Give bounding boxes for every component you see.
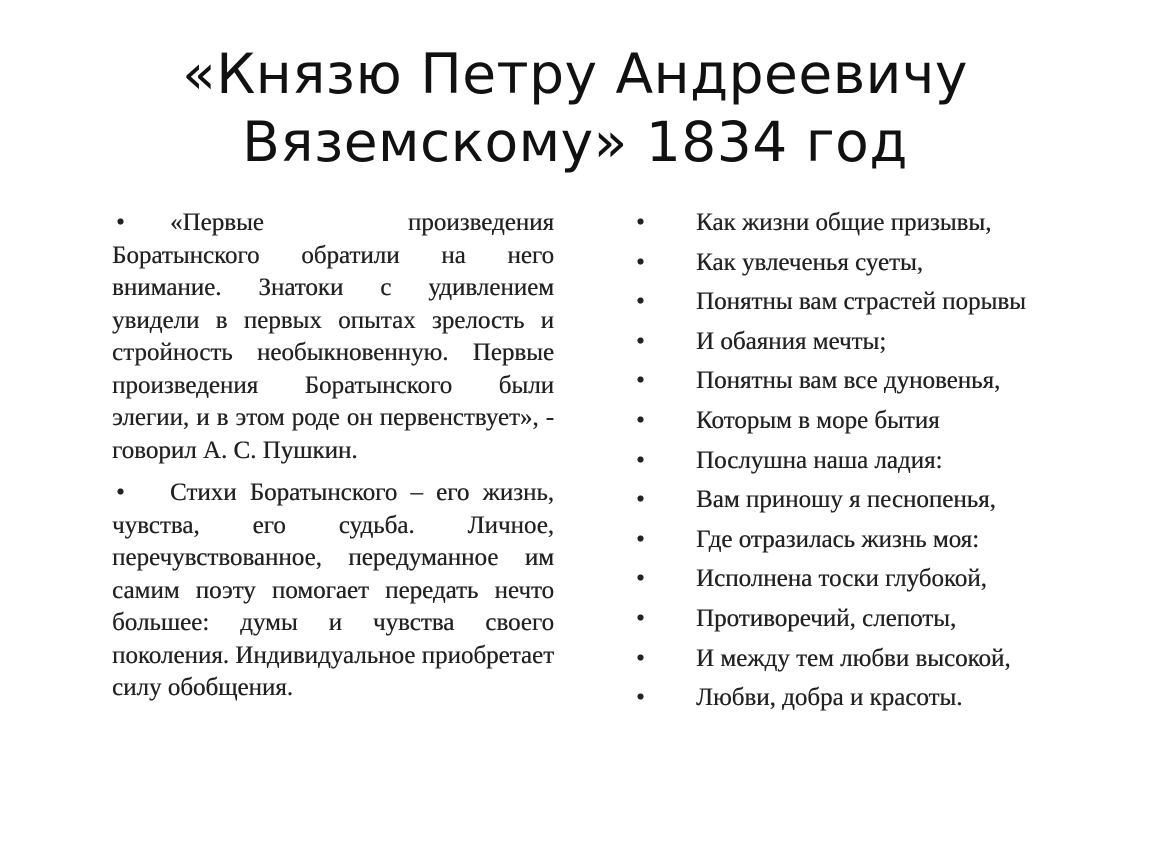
slide-title bbox=[0, 40, 1150, 176]
poem-line-text: И обаяния мечты; bbox=[696, 327, 887, 355]
poem-line bbox=[636, 522, 1106, 562]
bullet-marker: • bbox=[636, 406, 645, 434]
poem-line-text: Исполнена тоски глубокой, bbox=[696, 565, 987, 593]
paragraph-text: Стихи Боратынского – его жизнь, чувства, его судьба. Личное, перечувствованное, передуманное им самим поэту помогает передать нечто большее: думы и чувства своего поколения. Индивидуальное приобретает силу обобщения. bbox=[112, 479, 555, 701]
poem-line bbox=[636, 561, 1106, 601]
poem-line-text: Которым в море бытия bbox=[696, 406, 940, 434]
bullet-marker: • bbox=[636, 367, 645, 395]
poem-line-text: Любви, добра и красоты. bbox=[696, 684, 963, 712]
poem-line bbox=[636, 324, 1106, 364]
bullet-marker: • bbox=[636, 446, 645, 474]
prose-column bbox=[112, 207, 554, 715]
bullet-marker: • bbox=[636, 209, 645, 236]
poem-line-text: Как увлеченья суеты, bbox=[696, 248, 923, 276]
bullet-marker: • bbox=[116, 479, 125, 506]
poem-column bbox=[636, 205, 1106, 720]
bullet-marker: • bbox=[636, 565, 645, 593]
bullet-marker: • bbox=[636, 525, 645, 553]
poem-line bbox=[636, 680, 1106, 720]
poem-line-text: Где отразилась жизнь моя: bbox=[696, 525, 980, 553]
poem-line-text: Вам приношу я песнопенья, bbox=[696, 486, 996, 514]
poem-line bbox=[636, 205, 1106, 245]
bullet-marker: • bbox=[636, 327, 645, 355]
poem-line bbox=[636, 482, 1106, 522]
poem-line-text: Понятны вам все дуновенья, bbox=[696, 367, 1001, 395]
poem-line bbox=[636, 363, 1106, 403]
poem-line bbox=[636, 284, 1106, 324]
bullet-marker: • bbox=[636, 486, 645, 514]
poem-line-text: Понятны вам страстей порывы bbox=[696, 288, 1026, 316]
poem-line bbox=[636, 641, 1106, 681]
poem-line-text: И между тем любви высокой, bbox=[696, 644, 1011, 672]
prose-paragraph bbox=[112, 207, 554, 467]
poem-line bbox=[636, 601, 1106, 641]
paragraph-text: «Первые произведения Боратынского обратили на него внимание. Знатоки с удивлением увидели в первых опытах зрелость и стройность необыкновенную. Первые произведения Боратынского были элегии, и в этом роде он первенствует», - говорил А. С. Пушкин. bbox=[112, 209, 554, 464]
title-line-2: Вяземскому» 1834 год bbox=[242, 110, 908, 174]
bullet-marker: • bbox=[636, 248, 645, 276]
poem-line-text: Послушна наша ладия: bbox=[696, 446, 943, 474]
bullet-marker: • bbox=[636, 644, 645, 672]
poem-line-text: Противоречий, слепоты, bbox=[696, 604, 957, 632]
prose-paragraph bbox=[112, 477, 554, 705]
poem-line bbox=[636, 245, 1106, 285]
poem-line bbox=[636, 403, 1106, 443]
poem-line-text: Как жизни общие призывы, bbox=[696, 209, 992, 236]
poem-line bbox=[636, 443, 1106, 483]
bullet-marker: • bbox=[636, 288, 645, 316]
bullet-marker: • bbox=[636, 604, 645, 632]
title-line-1: «Князю Петру Андреевичу bbox=[182, 42, 968, 106]
bullet-marker: • bbox=[116, 209, 125, 236]
bullet-marker: • bbox=[636, 684, 645, 712]
